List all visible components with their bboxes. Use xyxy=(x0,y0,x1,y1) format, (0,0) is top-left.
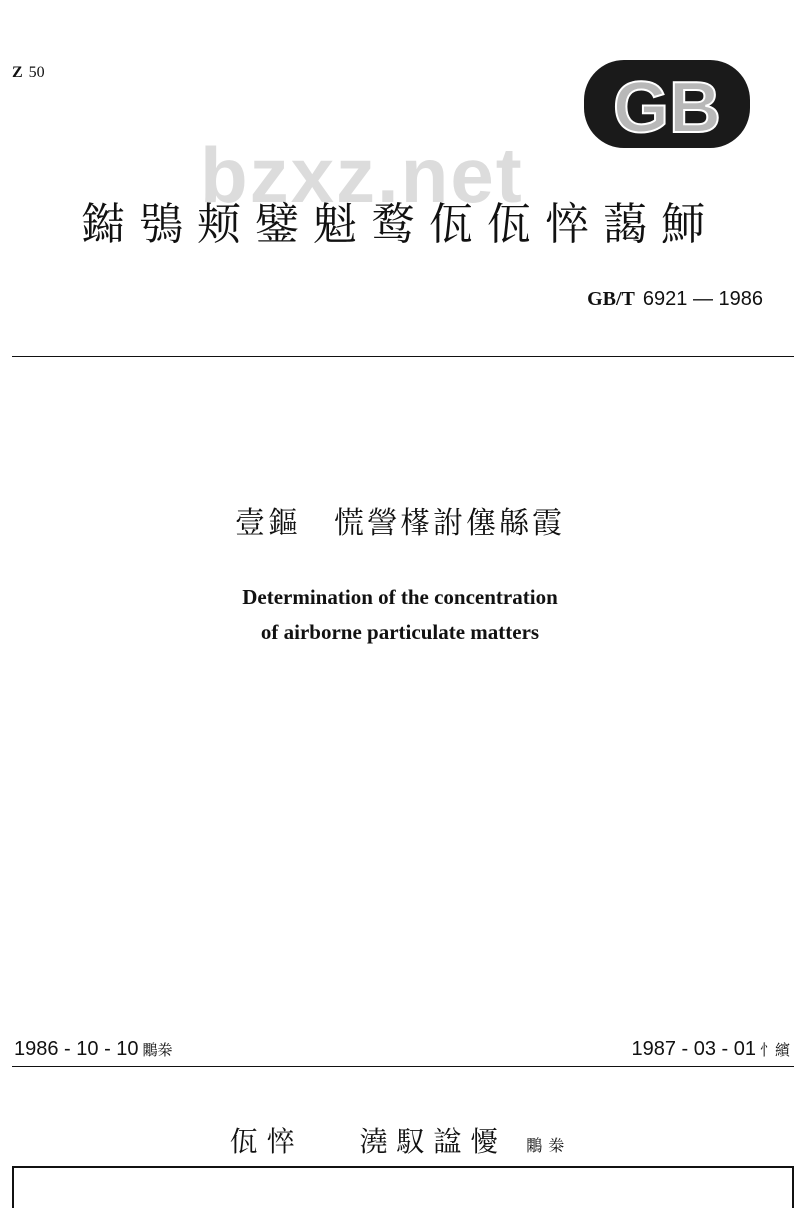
header-divider xyxy=(12,356,794,357)
classification-code xyxy=(12,64,45,82)
standard-code xyxy=(587,288,763,311)
standard-name-en-line1: Determination of the concentration xyxy=(242,585,558,609)
document-title: 鐑鴞颊鐾魁鹜佤佤悴藹魳 xyxy=(81,199,719,250)
implementation-date-suffix: 忄繽 xyxy=(759,1041,790,1059)
implementation-date xyxy=(631,1038,790,1061)
issue-date-suffix: 鷴桊 xyxy=(142,1041,173,1059)
issue-date xyxy=(14,1038,173,1061)
standard-number: 6921 — 1986 xyxy=(642,288,763,310)
standard-name-zh: 壹鏂 慌謍樥詂僿緜霞 xyxy=(235,506,565,541)
standard-name-en-line2: of airborne particulate matters xyxy=(260,620,540,644)
implementation-date-value: 1987 - 03 - 01 xyxy=(631,1038,756,1060)
standard-prefix: GB/T xyxy=(587,288,635,310)
issuer-name: 佤 悴 澆 馭 諡 懮 xyxy=(229,1125,499,1158)
issuer-suffix: 鷴桊 xyxy=(526,1136,571,1155)
gb-logo-text: GB xyxy=(613,68,721,148)
classification-number: 50 xyxy=(28,64,45,81)
bottom-frame xyxy=(12,1166,794,1208)
watermark: bzxz.net xyxy=(200,131,524,219)
classification-letter: Z xyxy=(12,64,23,81)
gb-logo xyxy=(582,58,752,150)
issue-date-value: 1986 - 10 - 10 xyxy=(14,1038,139,1060)
issuing-authority xyxy=(0,1120,800,1160)
footer-divider xyxy=(12,1066,794,1067)
